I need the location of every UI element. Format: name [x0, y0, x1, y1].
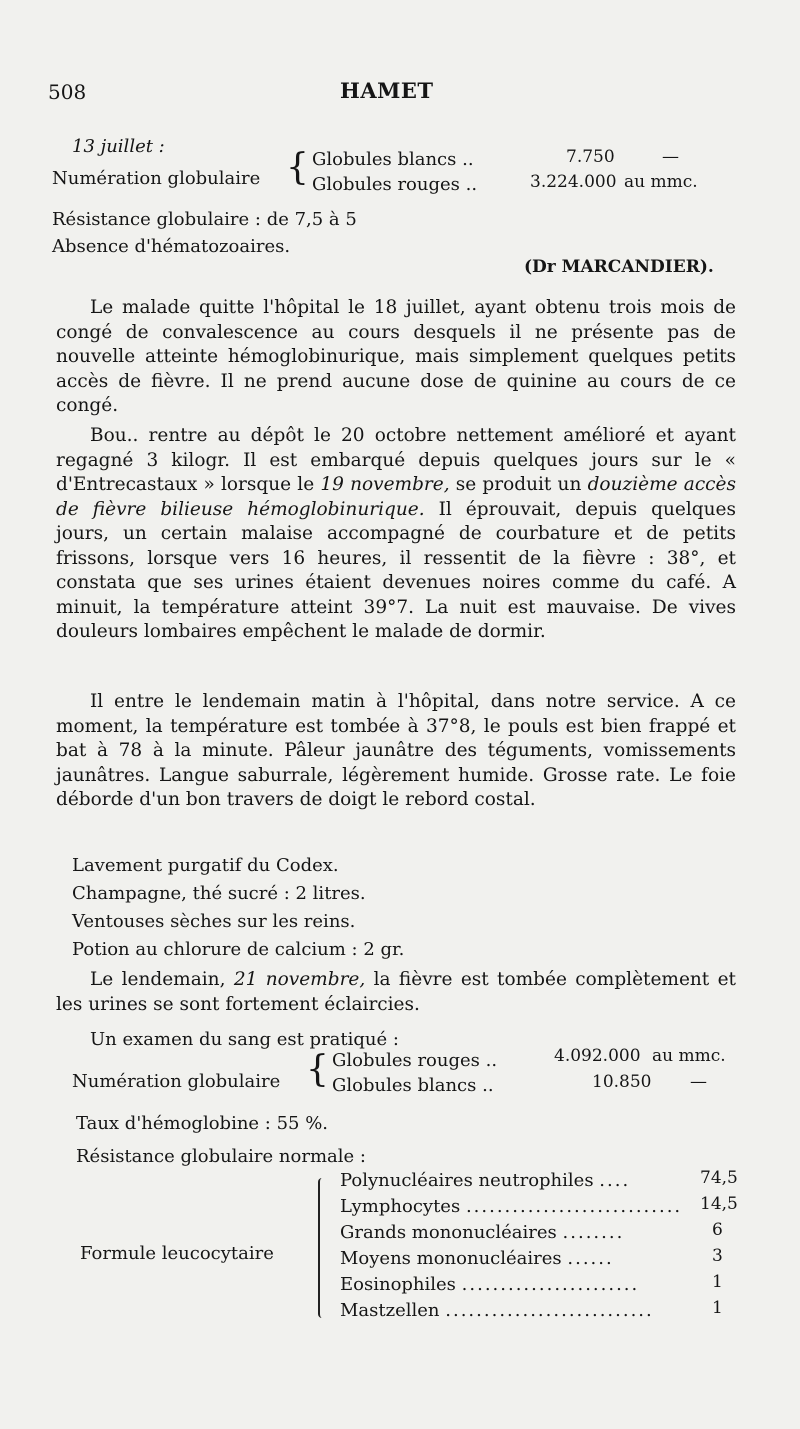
b2-row2-unit: —: [690, 1072, 707, 1092]
numeration-label-2: Numération globulaire: [72, 1071, 281, 1092]
p2-text-a: Bou.. rentre au dépôt le 20 octobre nettement amélioré et ayant regagné 3 kilogr. Il est embarqué depuis quelques jours sur le « d'Entrecastaux » lorsque le: [56, 425, 736, 495]
b2-row1-unit: au mmc.: [652, 1046, 726, 1066]
b2-row2-value: 10.850: [592, 1072, 652, 1092]
treatment-2: Champagne, thé sucré : 2 litres.: [72, 883, 366, 904]
p2-date: 19 novembre,: [320, 474, 450, 495]
running-title: HAMET: [340, 78, 434, 103]
b2-row1-value: 4.092.000: [554, 1046, 641, 1066]
p2-italic: douzième accès de fièvre bilieuse hémoglobinurique.: [56, 474, 736, 520]
brace-2: {: [306, 1049, 329, 1090]
numeration-label-1: Numération globulaire: [52, 168, 261, 189]
paragraph-3-text: Il entre le lendemain matin à l'hôpital, dans notre service. A ce moment, la température est tombée à 37°8, le pouls est bien frappé et bat à 78 à la minute. Pâleur jaunâtre des téguments, vomissements jaunâtres. Langue saburrale, légèrement humide. Grosse rate. Le foie déborde d'un bon travers de doigt le rebord costal.: [56, 691, 736, 810]
p4-date: 21 novembre,: [233, 969, 366, 990]
formule-row-name: Mastzellen: [340, 1300, 440, 1321]
formule-row-value: 14,5: [700, 1194, 738, 1214]
formule-row: [340, 1300, 654, 1321]
b1-row2-value: 3.224.000: [530, 172, 617, 192]
b1-absence: Absence d'hématozoaires.: [52, 236, 291, 257]
hemoglobine: Taux d'hémoglobine : 55 %.: [76, 1113, 329, 1134]
paragraph-3: [56, 690, 736, 813]
paragraph-1-text: Le malade quitte l'hôpital le 18 juillet, ayant obtenu trois mois de congé de convalescence au cours desquels il ne présente pas de nouvelle atteinte hémoglobinurique, mais simplement quelques petits accès de fièvre. Il ne prend aucune dose de quinine au cours de ce congé.: [56, 297, 736, 416]
formule-row-dots: .......................: [461, 1274, 640, 1295]
formule-row-name: Grands mononucléaires: [340, 1222, 557, 1243]
page-number: 508: [48, 80, 87, 104]
p2-text-b: se produit un: [449, 474, 588, 495]
b1-row2-label: Globules rouges ..: [312, 174, 478, 195]
formule-row-value: 3: [712, 1246, 723, 1266]
formule-row: [340, 1274, 639, 1295]
treatment-1: Lavement purgatif du Codex.: [72, 855, 339, 876]
formule-row-dots: ...........................: [445, 1300, 654, 1321]
p4-text-b: la fièvre est tombée complètement et les urines se sont fortement éclaircies.: [56, 969, 736, 1015]
formule-row-dots: ........: [562, 1222, 625, 1243]
formule-row-name: Eosinophiles: [340, 1274, 456, 1295]
paragraph-1: [56, 296, 736, 419]
b1-row2-unit: au mmc.: [624, 172, 698, 192]
formule-row-dots: ....: [599, 1170, 631, 1191]
formule-row: [340, 1196, 682, 1217]
formule-row-name: Moyens mononucléaires: [340, 1248, 562, 1269]
formule-brace: [318, 1178, 330, 1318]
brace-1: {: [286, 147, 309, 188]
signature: (Dr MARCANDIER).: [524, 257, 714, 277]
paragraph-5: Un examen du sang est pratiqué :: [90, 1029, 399, 1050]
b2-row1-label: Globules rouges ..: [332, 1050, 498, 1071]
formule-row-value: 1: [712, 1272, 723, 1292]
date-13-juillet: 13 juillet :: [72, 136, 165, 157]
formule-row-name: Lymphocytes: [340, 1196, 461, 1217]
b1-row1-label: Globules blancs ..: [312, 149, 474, 170]
paragraph-2-text: [56, 424, 736, 645]
formule-row-dots: ............................: [465, 1196, 683, 1217]
formule-row: [340, 1222, 624, 1243]
b2-row2-label: Globules blancs ..: [332, 1075, 494, 1096]
formule-label: Formule leucocytaire: [80, 1243, 274, 1264]
b1-resistance: Résistance globulaire : de 7,5 à 5: [52, 209, 357, 230]
p4-text-a: Le lendemain,: [90, 969, 234, 990]
paragraph-4-text: [56, 968, 736, 1017]
formule-row-value: 74,5: [700, 1168, 738, 1188]
paragraph-4: [56, 968, 736, 1017]
p2-text-c: Il éprouvait, depuis quelques jours, un certain malaise accompagné de courbature et de petits frissons, lorsque vers 16 heures, il ressentit de la fièvre : 38°, et constata que ses urines étaient devenues noires comme du café. A minuit, la température atteint 39°7. La nuit est mauvaise. De vives douleurs lombaires empêchent le malade de dormir.: [56, 498, 736, 642]
formule-row: [340, 1170, 630, 1191]
b1-row1-unit: —: [662, 147, 679, 167]
treatment-3: Ventouses sèches sur les reins.: [72, 911, 356, 932]
b1-row1-value: 7.750: [566, 147, 615, 167]
formule-row: [340, 1248, 614, 1269]
paragraph-2: [56, 424, 736, 645]
formule-row-value: 6: [712, 1220, 723, 1240]
formule-row-value: 1: [712, 1298, 723, 1318]
formule-row-name: Polynucléaires neutrophiles: [340, 1170, 594, 1191]
formule-row-dots: ......: [567, 1248, 614, 1269]
treatment-4: Potion au chlorure de calcium : 2 gr.: [72, 939, 405, 960]
b2-resistance: Résistance globulaire normale :: [76, 1146, 366, 1167]
